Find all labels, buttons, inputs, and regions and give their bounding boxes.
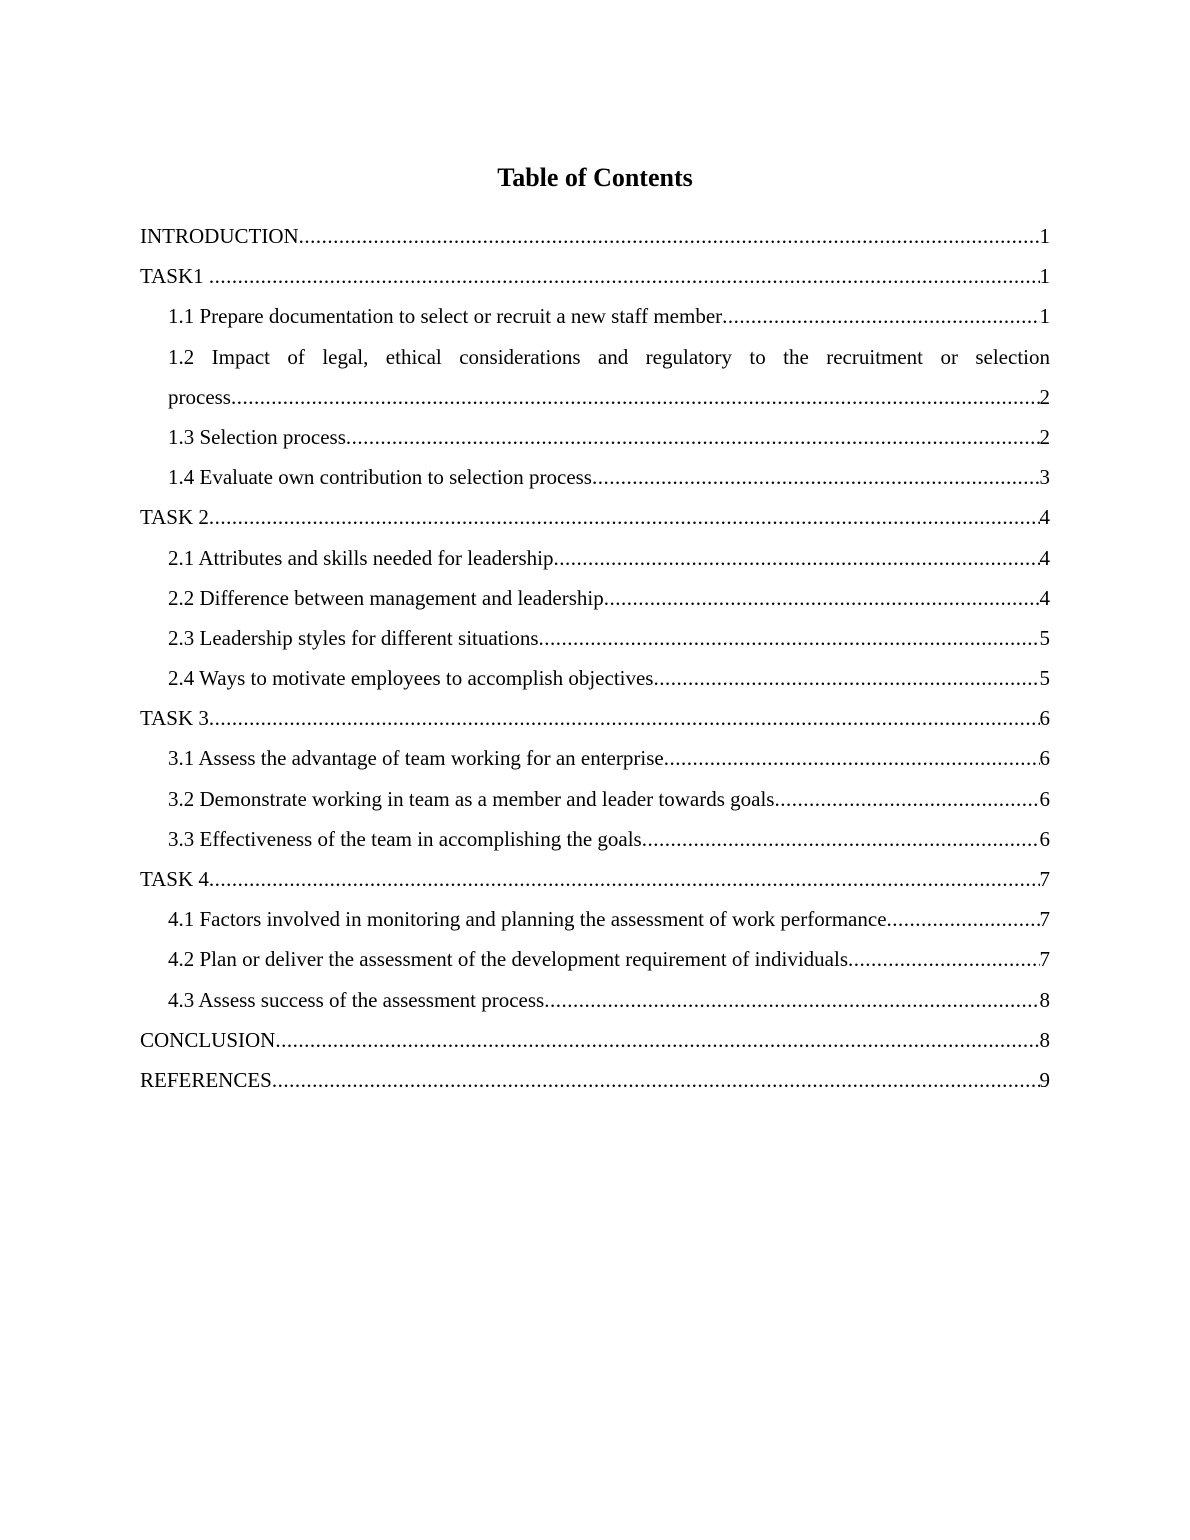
toc-page-number: 7 [1039,907,1050,932]
toc-entry-label: TASK 4 [140,867,209,892]
toc-entry-label: CONCLUSION [140,1027,276,1052]
toc-entry-task3[interactable] [140,698,1050,738]
toc-title: Table of Contents [497,163,693,192]
toc-dot-leader [653,658,1039,698]
toc-entry-conclusion[interactable] [140,1020,1050,1060]
toc-entry-label: 1.3 Selection process [168,424,346,449]
toc-dot-leader [554,538,1040,578]
toc-page-number: 7 [1039,947,1050,972]
toc-dot-leader [604,578,1040,618]
toc-page-number: 3 [1039,465,1050,490]
toc-page-number: 5 [1039,666,1050,691]
toc-dot-leader [848,939,1040,979]
toc-entry-label: 2.3 Leadership styles for different situations [168,625,539,650]
toc-entry-1-2[interactable] [140,337,1050,417]
toc-entry-label: INTRODUCTION [140,224,299,248]
toc-dot-leader [774,779,1039,819]
toc-dot-leader [272,1060,1040,1100]
toc-dot-leader [209,256,1040,296]
toc-entry-label: 2.4 Ways to motivate employees to accomplish objectives [168,666,654,691]
toc-entry-4-3[interactable] [140,980,1050,1020]
toc-entry-label: 2.1 Attributes and skills needed for leadership [168,545,554,570]
toc-entry-label: TASK1 [140,264,209,289]
toc-page-number: 2 [1039,424,1050,449]
toc-page-number: 4 [1039,545,1050,570]
toc-entry-label: 3.1 Assess the advantage of team working for an enterprise [168,746,664,771]
toc-entry-label: 4.1 Factors involved in monitoring and planning the assessment of work performance [168,907,887,932]
toc-entry-task1[interactable] [140,256,1050,296]
toc-entry-2-2[interactable] [140,578,1050,618]
toc-page-number: 6 [1039,706,1050,731]
toc-entry-3-1[interactable] [140,738,1050,778]
toc-entry-3-3[interactable] [140,819,1050,859]
toc-page-number: 1 [1039,224,1050,248]
toc-dot-leader [544,980,1039,1020]
toc-dot-leader [231,377,1040,417]
toc-page-number: 4 [1039,505,1050,530]
toc-dot-leader [209,497,1040,537]
toc-page-number: 8 [1039,987,1050,1012]
toc-page-number: 5 [1039,625,1050,650]
toc-page-number: 8 [1039,1027,1050,1052]
toc-entry-task4[interactable] [140,859,1050,899]
toc-entry-label-line1: 1.2 Impact of legal, ethical considerations and regulatory to the recruitment or selection [168,344,1050,369]
toc-entry-1-4[interactable] [140,457,1050,497]
toc-page-number: 4 [1039,585,1050,610]
toc-dot-leader [346,417,1040,457]
toc-entry-label: 3.3 Effectiveness of the team in accomplishing the goals [168,826,642,851]
toc-entry-3-2[interactable] [140,779,1050,819]
toc-page-number: 1 [1039,304,1050,329]
toc-page-number: 9 [1039,1067,1050,1092]
toc-page-number: 6 [1039,746,1050,771]
toc-entry-label: 3.2 Demonstrate working in team as a member and leader towards goals [168,786,775,811]
toc-page-number: 6 [1039,786,1050,811]
toc-dot-leader [664,738,1040,778]
toc-entry-label: 1.4 Evaluate own contribution to selection process [168,465,592,490]
toc-dot-leader [642,819,1040,859]
toc-dot-leader [539,618,1040,658]
toc-dot-leader [209,859,1040,899]
toc-entry-task2[interactable] [140,497,1050,537]
toc-dot-leader [299,216,1040,256]
toc-dot-leader [275,1020,1039,1060]
toc-entry-2-1[interactable] [140,538,1050,578]
toc-entry-4-2[interactable] [140,939,1050,979]
toc-entry-label: REFERENCES [140,1067,272,1092]
toc-entry-1-1[interactable] [140,296,1050,336]
toc-entry-2-3[interactable] [140,618,1050,658]
toc-entry-label: TASK 3 [140,706,209,731]
toc-page-number: 1 [1039,264,1050,289]
toc-list [140,216,1050,1100]
toc-page-number: 6 [1039,826,1050,851]
toc-dot-leader [722,296,1039,336]
toc-dot-leader [887,899,1040,939]
toc-entry-label: 4.2 Plan or deliver the assessment of the development requirement of individuals [168,947,848,972]
toc-dot-leader [592,457,1040,497]
toc-entry-4-1[interactable] [140,899,1050,939]
toc-entry-introduction[interactable] [140,216,1050,256]
toc-entry-2-4[interactable] [140,658,1050,698]
toc-page-number: 7 [1039,867,1050,892]
toc-entry-label: TASK 2 [140,505,209,530]
toc-entry-references[interactable] [140,1060,1050,1100]
toc-entry-label-line2: process [168,384,231,409]
toc-entry-label: 1.1 Prepare documentation to select or recruit a new staff member [168,304,723,329]
toc-entry-1-3[interactable] [140,417,1050,457]
toc-entry-label: 4.3 Assess success of the assessment process [168,987,545,1012]
toc-dot-leader [209,698,1040,738]
toc-page-number: 2 [1039,384,1050,409]
toc-entry-label: 2.2 Difference between management and leadership [168,585,604,610]
